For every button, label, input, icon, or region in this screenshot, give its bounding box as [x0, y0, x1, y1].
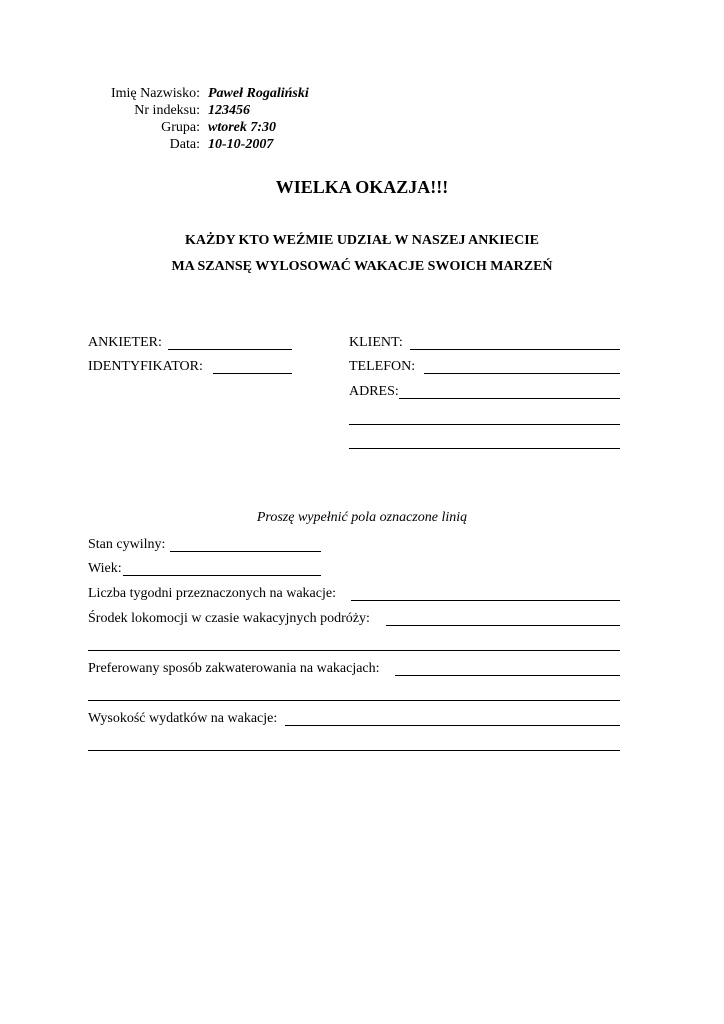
subtitle-line-1: KAŻDY KTO WEŹMIE UDZIAŁ W NASZEJ ANKIECIE [185, 233, 539, 248]
address-field-2[interactable] [349, 424, 620, 425]
client-label: KLIENT: [349, 335, 403, 350]
phone-label: TELEFON: [349, 359, 416, 374]
date-value: 10-10-2007 [208, 137, 274, 152]
phone-field[interactable] [424, 373, 620, 374]
expenses-field[interactable] [285, 725, 620, 726]
interviewer-label: ANKIETER: [88, 335, 162, 350]
address-label: ADRES: [349, 384, 399, 399]
accommodation-label: Preferowany sposób zakwaterowania na wakacjach: [88, 661, 380, 676]
name-label: Imię Nazwisko: [110, 86, 200, 101]
expenses-label: Wysokość wydatków na wakacje: [88, 711, 278, 726]
interviewer-field[interactable] [168, 349, 292, 350]
transport-field[interactable] [386, 625, 620, 626]
age-label: Wiek: [88, 561, 122, 576]
subtitle-line-2: MA SZANSĘ WYLOSOWAĆ WAKACJE SWOICH MARZEŃ [171, 259, 553, 274]
transport-field-2[interactable] [88, 650, 620, 651]
identifier-field[interactable] [213, 373, 292, 374]
identifier-label: IDENTYFIKATOR: [88, 359, 203, 374]
age-field[interactable] [123, 575, 321, 576]
expenses-field-2[interactable] [88, 750, 620, 751]
accommodation-field[interactable] [395, 675, 620, 676]
name-value: Paweł Rogaliński [208, 86, 309, 101]
group-label: Grupa: [161, 120, 200, 135]
marital-status-label: Stan cywilny: [88, 537, 166, 552]
index-value: 123456 [208, 103, 250, 118]
weeks-label: Liczba tygodni przeznaczonych na wakacje: [88, 586, 336, 601]
page-title: WIELKA OKAZJA!!! [275, 177, 449, 197]
address-field-1[interactable] [399, 398, 620, 399]
group-value: wtorek 7:30 [208, 120, 277, 135]
accommodation-field-2[interactable] [88, 700, 620, 701]
transport-label: Środek lokomocji w czasie wakacyjnych podróży: [88, 611, 370, 626]
instruction-text: Proszę wypełnić pola oznaczone linią [256, 510, 468, 525]
index-label: Nr indeksu: [134, 103, 200, 118]
weeks-field[interactable] [351, 600, 620, 601]
date-label: Data: [169, 137, 200, 152]
client-field[interactable] [410, 349, 620, 350]
address-field-3[interactable] [349, 448, 620, 449]
marital-status-field[interactable] [170, 551, 321, 552]
